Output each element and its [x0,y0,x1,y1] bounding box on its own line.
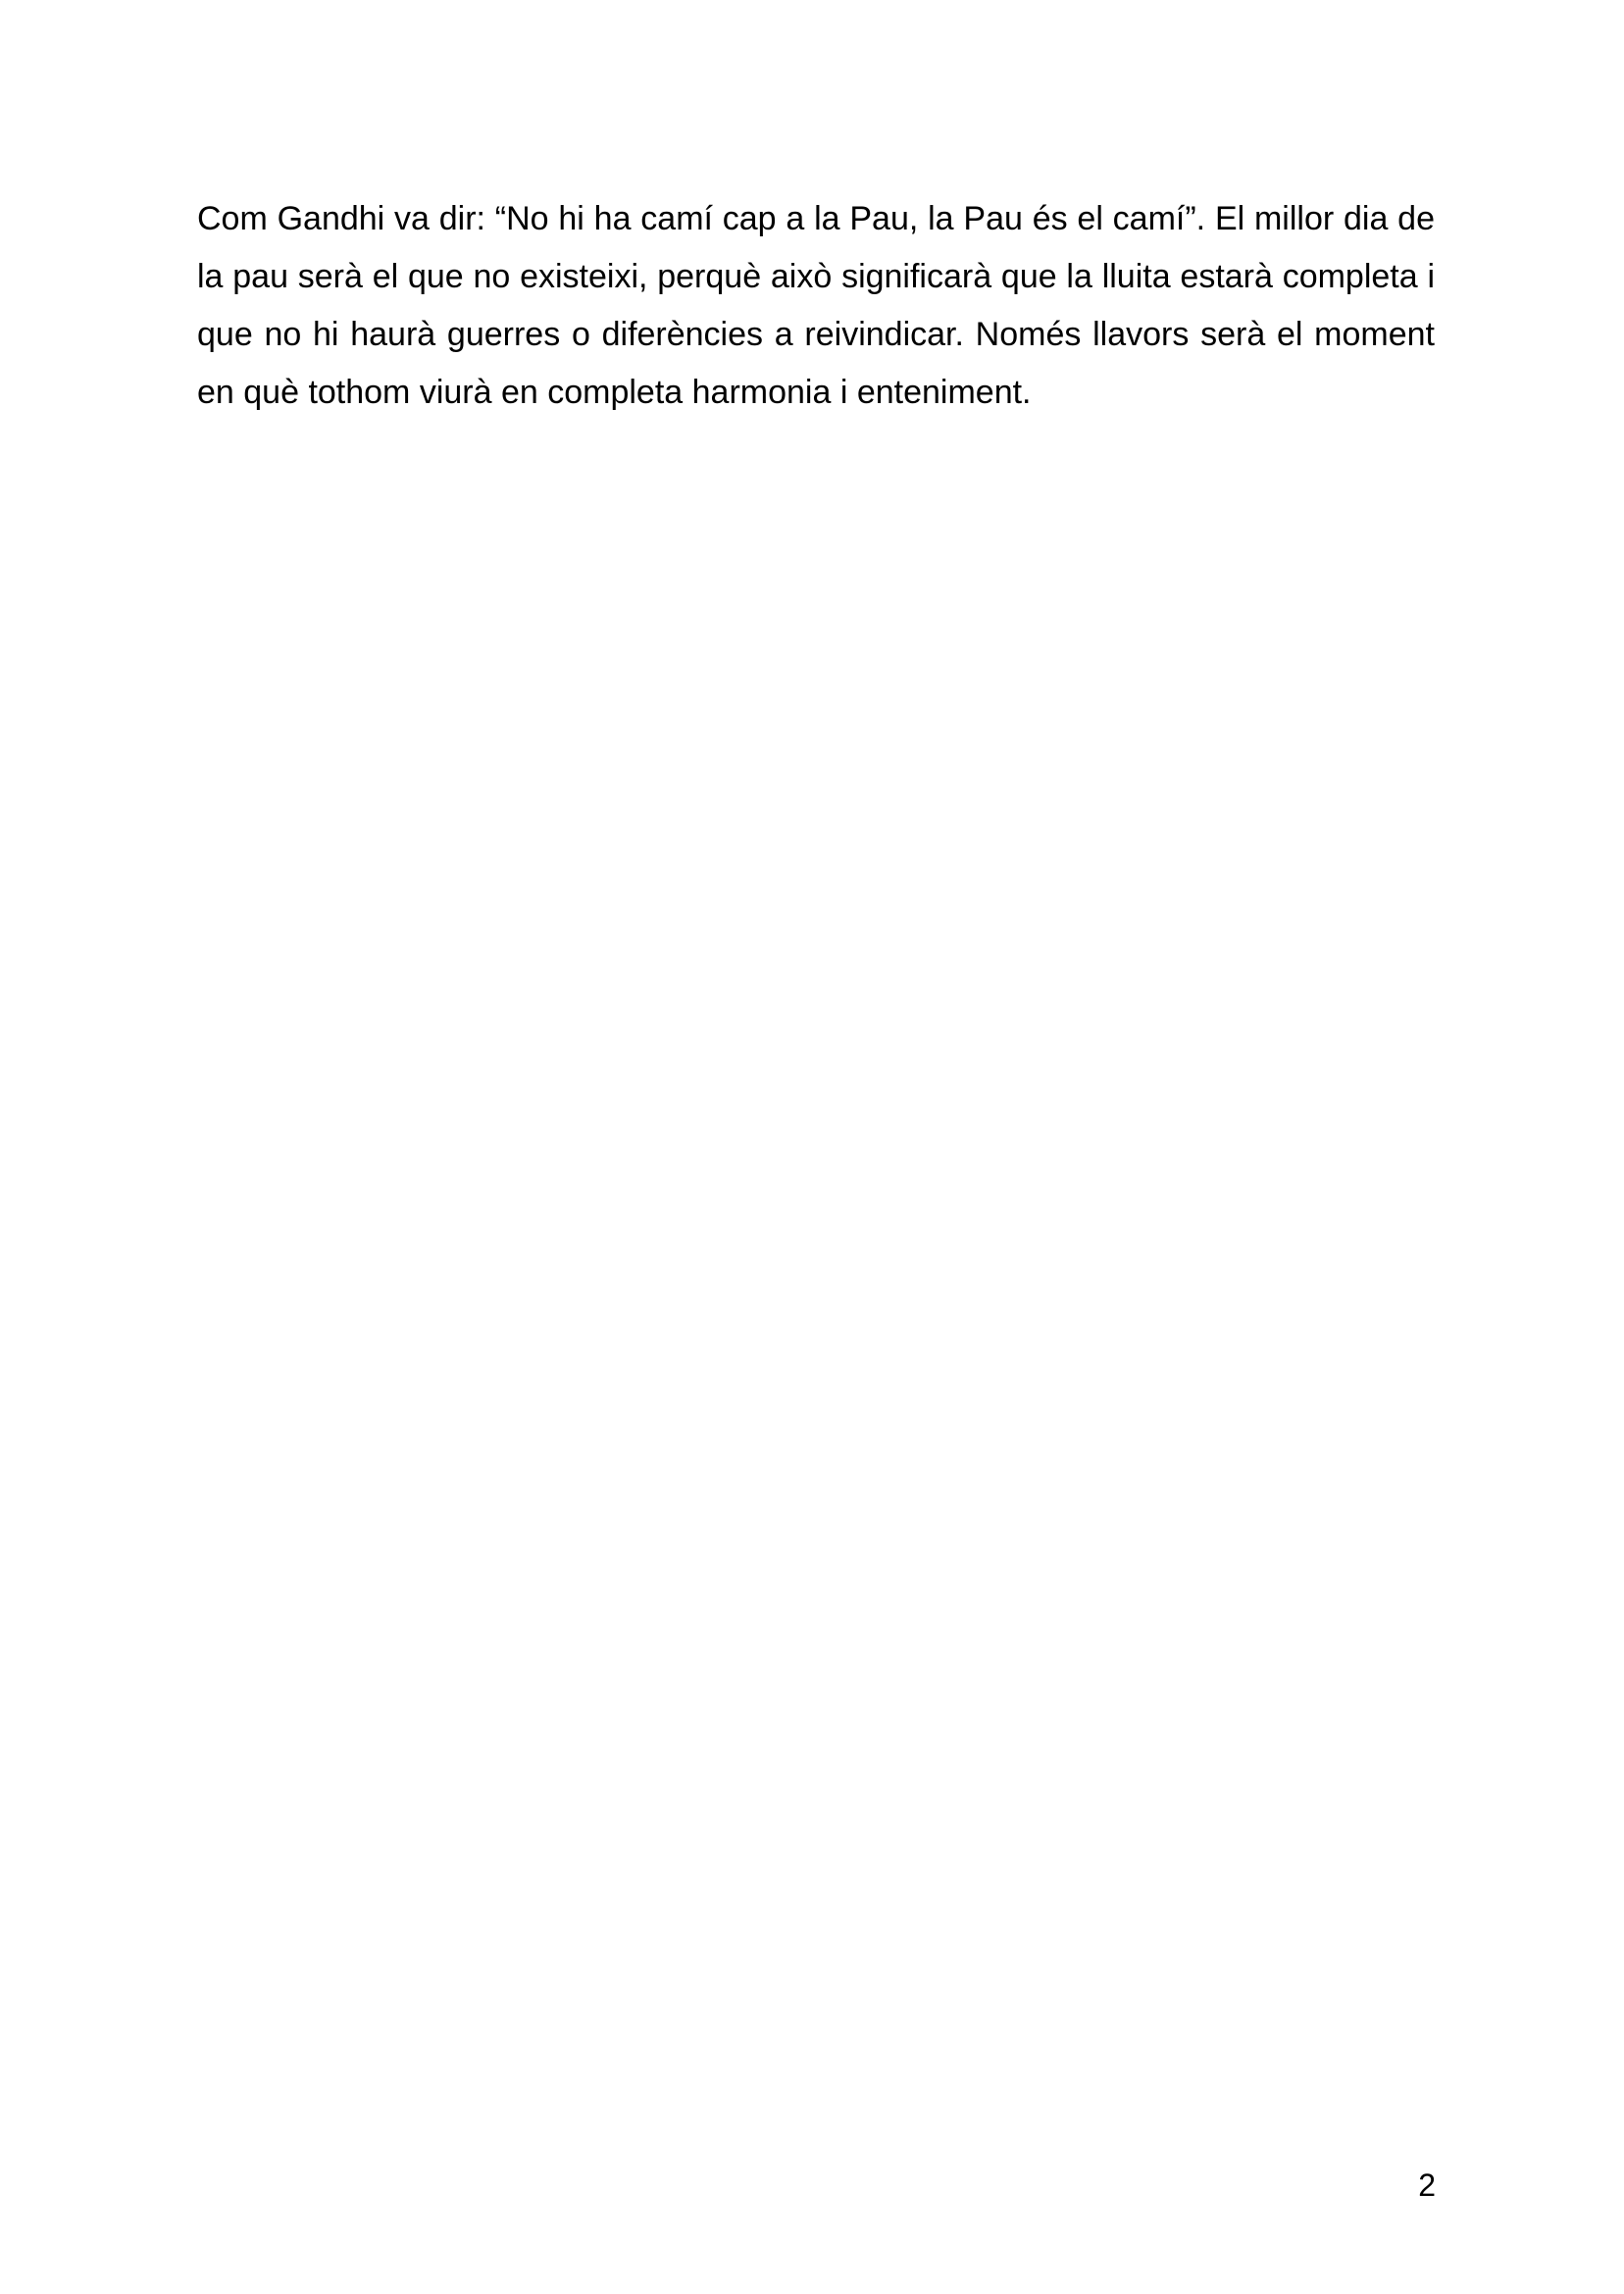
body-paragraph [197,190,1435,422]
paragraph-line-3: que no hi haurà guerres o diferències a reivindicar. Només llavors serà el moment [197,316,1435,353]
paragraph-line-2: la pau serà el que no existeixi, perquè això significarà que la lluita estarà completa i [197,258,1435,295]
page-number: 2 [1418,2167,1436,2203]
paragraph-line-4: en què tothom viurà en completa harmonia i enteniment. [197,374,1032,411]
paragraph-line-1: Com Gandhi va dir: “No hi ha camí cap a la Pau, la Pau és el camí”. El millor dia de [197,200,1435,237]
